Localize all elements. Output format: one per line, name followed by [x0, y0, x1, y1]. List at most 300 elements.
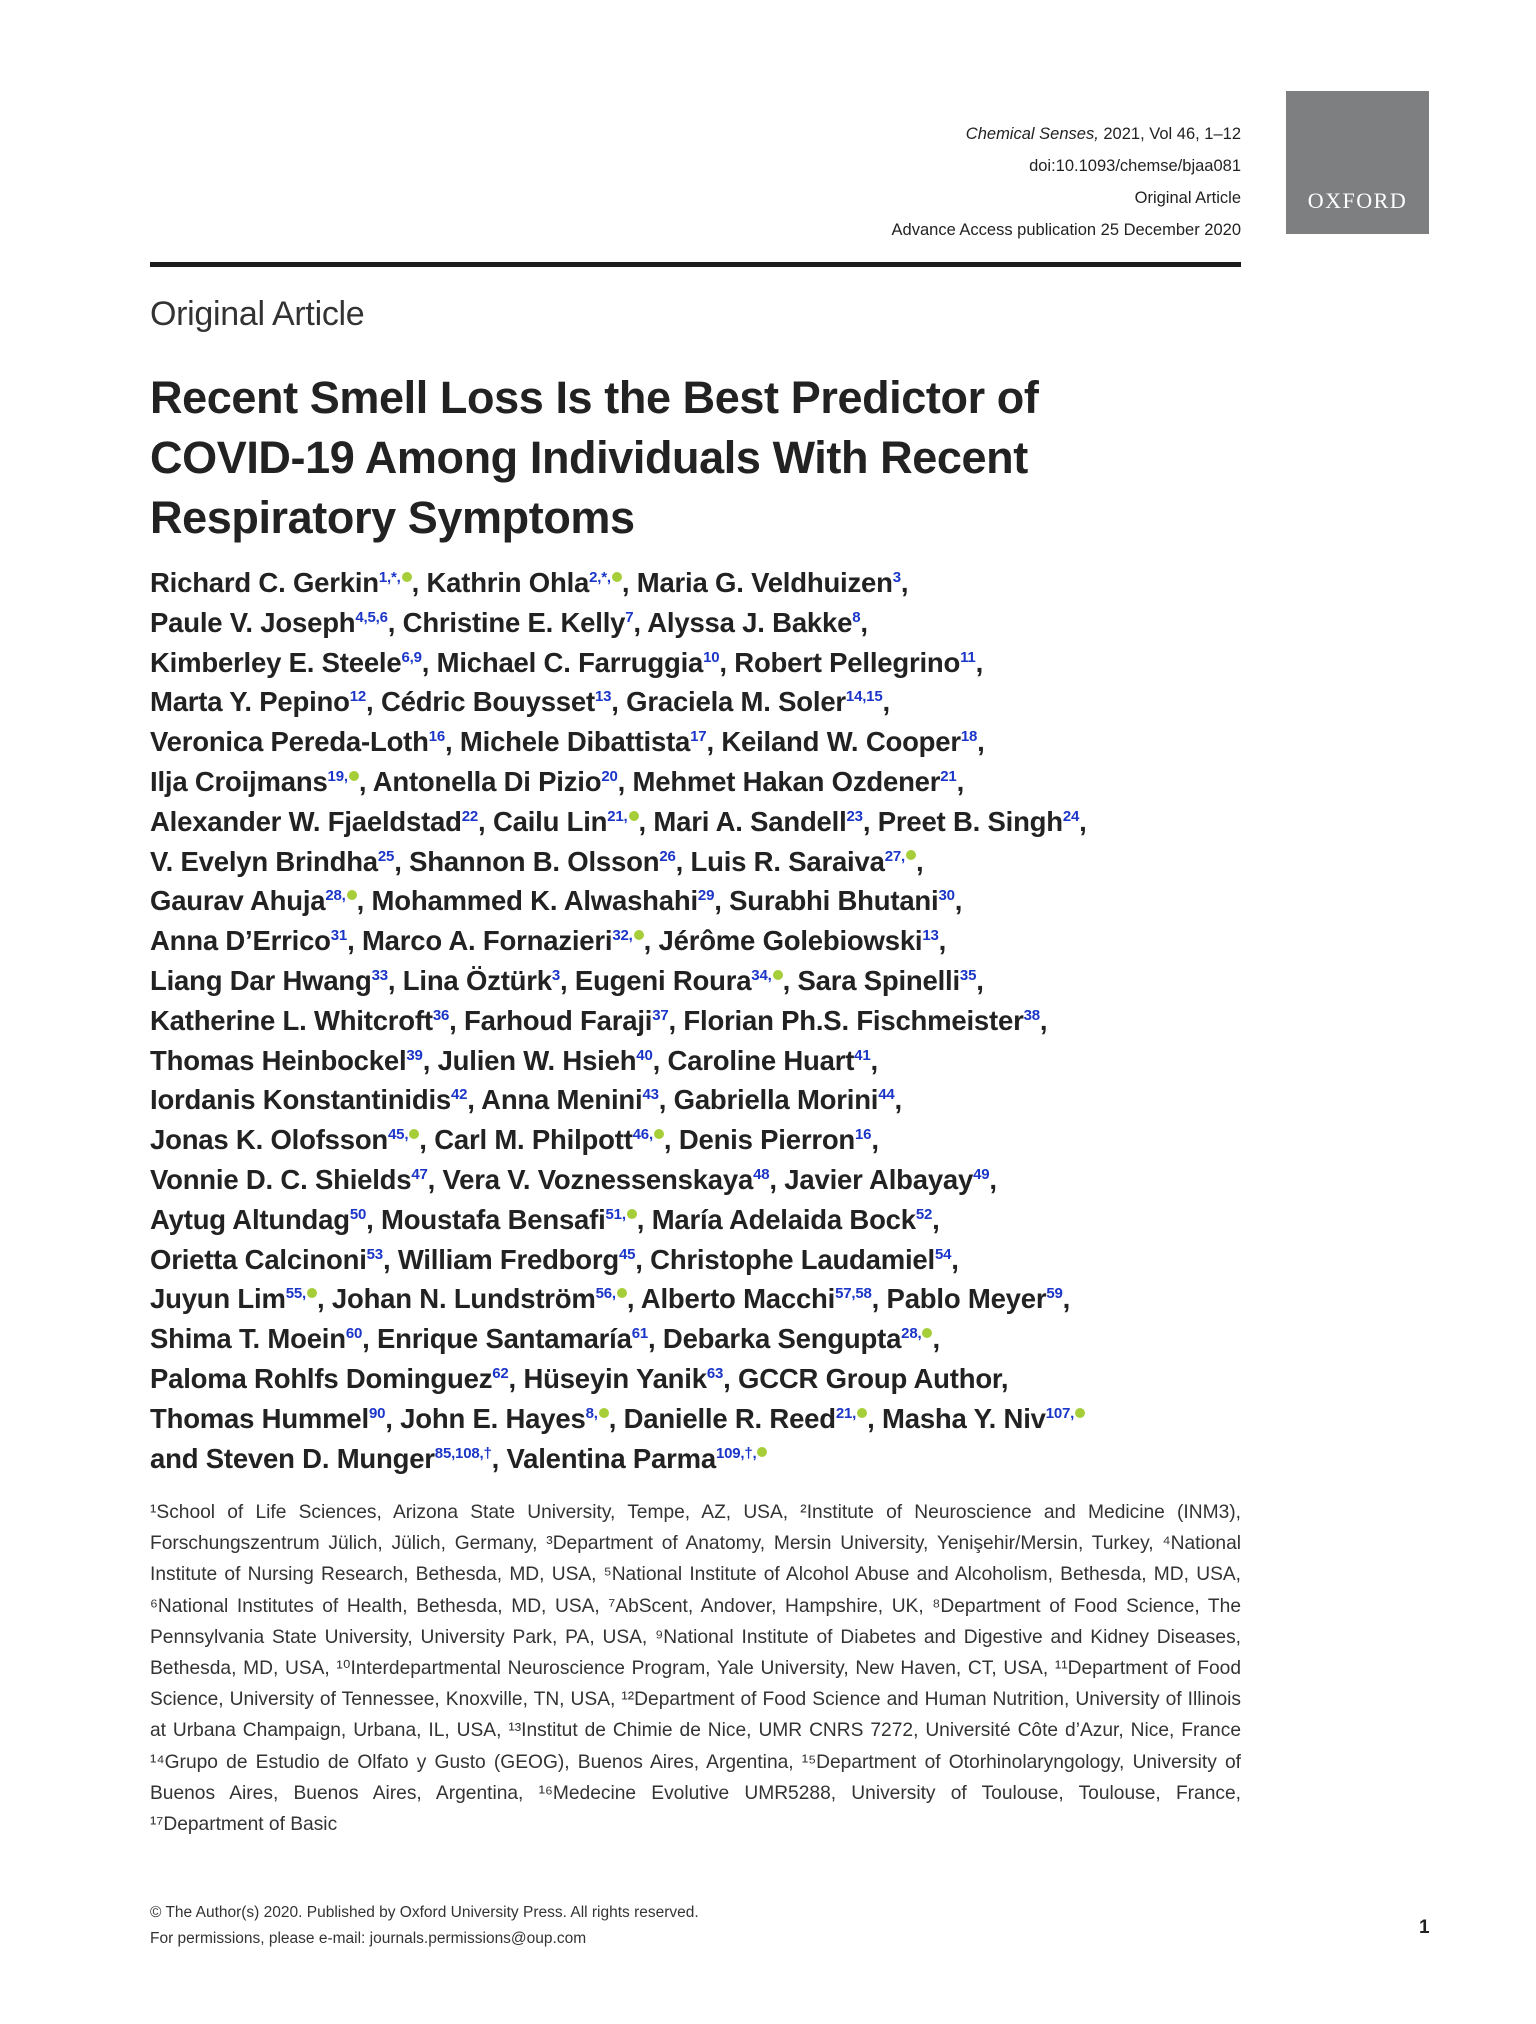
author-separator: ,	[782, 964, 798, 996]
author-name: Pablo Meyer	[886, 1283, 1047, 1315]
author-separator: ,	[870, 1044, 878, 1076]
affiliation-ref[interactable]: 50	[349, 1205, 367, 1223]
author-name: Kimberley E. Steele	[150, 646, 402, 678]
journal-header	[892, 118, 1241, 246]
author-name: Johan N. Lundström	[331, 1283, 596, 1315]
affiliations: ¹School of Life Sciences, Arizona State University, Tempe, AZ, USA, ²Institute of Neuroscience and Medicine (INM3), Forschungszentrum Jülich, Jülich, Germany, ³Department of Anatomy, Mersin University, Yenişehir/Mersin, Turkey, ⁴National Institute of Nursing Research, Bethesda, MD, USA, ⁵National Institute of Alcohol Abuse and Alcoholism, Bethesda, MD, USA, ⁶National Institutes of Health, Bethesda, MD, USA, ⁷AbScent, Andover, Hampshire, UK, ⁸Department of Food Science, The Pennsylvania State University, University Park, PA, USA, ⁹National Institute of Diabetes and Digestive and Kidney Diseases, Bethesda, MD, USA, ¹⁰Interdepartmental Neuroscience Program, Yale University, New Haven, CT, USA, ¹¹Department of Food Science, University of Tennessee, Knoxville, TN, USA, ¹²Department of Food Science and Human Nutrition, University of Illinois at Urbana Champaign, Urbana, IL, USA, ¹³Institut de Chimie de Nice, UMR CNRS 7272, Université Côte d’Azur, Nice, France ¹⁴Grupo de Estudio de Olfato y Gusto (GEOG), Buenos Aires, Argentina, ¹⁵Department of Otorhinolaryngology, University of Buenos Aires, Buenos Aires, Argentina, ¹⁶Medecine Evolutive UMR5288, University of Toulouse, Toulouse, France, ¹⁷Department of Basic	[150, 1502, 1241, 1836]
author-separator: ,	[976, 964, 984, 996]
affiliation-ref[interactable]: 60	[345, 1324, 363, 1342]
affiliation-ref[interactable]: 21	[940, 767, 957, 785]
affiliation-ref[interactable]: 28,	[325, 887, 346, 905]
author-separator: ,	[356, 885, 372, 917]
orcid-icon[interactable]	[773, 970, 783, 980]
author	[734, 647, 975, 678]
author-separator: ,	[617, 765, 633, 797]
author	[150, 806, 478, 837]
author-separator: ,	[723, 1362, 738, 1394]
orcid-icon[interactable]	[617, 1288, 627, 1298]
author-separator: ,	[633, 606, 648, 638]
author-name: Juyun Lim	[150, 1283, 286, 1315]
author-name: Robert Pellegrino	[734, 646, 961, 678]
affiliation-ref[interactable]: 51,	[605, 1205, 626, 1223]
author	[683, 1005, 1039, 1036]
author-name: Vonnie D. C. Shields	[150, 1163, 412, 1195]
author-name: Masha Y. Niv	[882, 1402, 1046, 1434]
author-separator: ,	[714, 885, 730, 917]
author-name: Christine E. Kelly	[402, 606, 626, 638]
article-type: Original Article	[1134, 189, 1241, 207]
affiliation-ref[interactable]: 23	[846, 807, 863, 825]
affiliation-ref[interactable]: 10	[703, 648, 720, 666]
author	[637, 567, 901, 598]
affiliation-ref[interactable]: 32,	[612, 927, 633, 945]
author-name: Keiland W. Cooper	[721, 726, 961, 758]
author-name: Paloma Rohlfs Dominguez	[150, 1362, 493, 1394]
affiliation-ref[interactable]: 38	[1023, 1006, 1040, 1024]
author-separator: ,	[366, 686, 381, 718]
affiliation-ref[interactable]: 11	[960, 648, 976, 666]
author	[150, 567, 412, 598]
author-name: Mari A. Sandell	[653, 805, 847, 837]
author-separator: ,	[871, 1283, 887, 1315]
orcid-icon[interactable]	[307, 1288, 317, 1298]
author	[150, 647, 422, 678]
author-name: Javier Albayay	[784, 1163, 974, 1195]
orcid-icon[interactable]	[402, 572, 412, 582]
author	[797, 965, 976, 996]
author	[150, 1084, 467, 1115]
affiliation-ref[interactable]: 16	[855, 1126, 872, 1143]
orcid-icon[interactable]	[599, 1408, 609, 1418]
author	[332, 1283, 627, 1314]
author	[437, 647, 720, 678]
orcid-icon[interactable]	[906, 850, 916, 860]
author-name: Cédric Bouysset	[380, 686, 595, 718]
author-separator: ,	[706, 726, 722, 758]
page-number: 1	[1419, 1917, 1430, 1938]
author	[493, 806, 639, 837]
orcid-icon[interactable]	[627, 1209, 637, 1219]
author	[653, 806, 862, 837]
affiliation-ref[interactable]: 85,108,†	[434, 1444, 492, 1462]
affiliation-ref[interactable]: 43	[642, 1086, 659, 1104]
section-label: Original Article	[150, 295, 365, 333]
author	[150, 1045, 423, 1076]
affiliation-ref[interactable]: 53	[366, 1245, 383, 1263]
affiliation-ref[interactable]: 22	[461, 807, 479, 825]
author	[150, 885, 357, 916]
access-date: Advance Access publication 25 December 2020	[891, 221, 1241, 239]
author-separator: ,	[636, 1203, 652, 1235]
affiliation-ref[interactable]: 63	[706, 1364, 724, 1382]
affiliation-ref[interactable]: 24	[1062, 807, 1080, 825]
orcid-icon[interactable]	[409, 1129, 419, 1139]
author	[150, 846, 394, 877]
author-name: Katherine L. Whitcroft	[150, 1004, 433, 1036]
author-name: Surabhi Bhutani	[729, 885, 939, 917]
author-name: Thomas Heinbockel	[150, 1044, 407, 1076]
author	[150, 1164, 428, 1195]
author-separator: ,	[648, 1323, 663, 1355]
author	[409, 846, 676, 877]
journal-name: Chemical Senses,	[965, 125, 1099, 143]
author-separator: ,	[1062, 1283, 1071, 1315]
author-separator: ,	[977, 726, 985, 758]
author-name: María Adelaida Bock	[651, 1203, 916, 1235]
author-name: Marta Y. Pepino	[150, 686, 350, 718]
affiliation-ref[interactable]: 16	[428, 728, 446, 746]
author-name: William Fredborg	[397, 1243, 619, 1275]
author-separator: ,	[394, 845, 410, 877]
author-name: Paule V. Joseph	[150, 606, 356, 638]
affiliation-ref[interactable]: 52	[915, 1205, 933, 1223]
author-separator: ,	[867, 1402, 883, 1434]
affiliation-ref[interactable]: 59	[1046, 1285, 1063, 1303]
header-rule	[150, 262, 1241, 267]
author	[523, 1363, 723, 1394]
author-name: Mohammed K. Alwashahi	[371, 885, 698, 917]
affiliation-ref[interactable]: 27,	[884, 847, 905, 865]
oxford-logo-text: OXFORD	[1307, 188, 1408, 213]
title-line: Respiratory Symptoms	[150, 492, 635, 543]
author-name: John E. Hayes	[400, 1402, 586, 1434]
orcid-icon[interactable]	[347, 890, 357, 900]
author	[427, 567, 622, 598]
orcid-icon[interactable]	[922, 1328, 932, 1338]
author-name: Luis R. Saraiva	[690, 845, 885, 877]
author-name: Carl M. Philpott	[434, 1124, 633, 1156]
author	[150, 1244, 383, 1275]
author-name: Preet B. Singh	[877, 805, 1063, 837]
author	[373, 766, 618, 797]
author-separator: ,	[675, 845, 691, 877]
affiliation-ref[interactable]: 107,	[1045, 1404, 1075, 1422]
author	[150, 686, 366, 717]
author-separator: ,	[915, 845, 924, 877]
affiliation-ref[interactable]: 14,15	[845, 688, 883, 706]
author	[887, 1283, 1063, 1314]
author-name: Thomas Hummel	[150, 1402, 369, 1434]
author	[729, 885, 955, 916]
author	[381, 1204, 637, 1235]
author-separator: ,	[769, 1163, 785, 1195]
author	[400, 1403, 609, 1434]
affiliation-ref[interactable]: 44	[878, 1086, 895, 1104]
author-separator: ,	[626, 1283, 641, 1315]
author-separator: ,	[932, 1203, 940, 1235]
affiliation-ref[interactable]: 17	[690, 728, 707, 746]
affiliation-ref[interactable]: 21,	[607, 807, 628, 825]
author	[381, 686, 611, 717]
copyright-notice: © The Author(s) 2020. Published by Oxford University Press. All rights reserved.	[150, 1904, 699, 1921]
author-separator: ,	[478, 805, 493, 837]
author	[624, 1403, 868, 1434]
affiliation-ref[interactable]: 109,†,	[715, 1444, 757, 1462]
author-separator: ,	[860, 606, 868, 638]
affiliation-ref[interactable]: 46,	[632, 1126, 653, 1143]
author	[633, 766, 957, 797]
affiliation-ref[interactable]: 25	[377, 847, 395, 865]
author-name: Ilja Croijmans	[150, 765, 328, 797]
doi[interactable]: doi:10.1093/chemse/bjaa081	[1029, 157, 1241, 175]
author-name: Alyssa J. Bakke	[647, 606, 853, 638]
author-separator: ,	[668, 1004, 684, 1036]
title-line: Recent Smell Loss Is the Best Predictor of	[150, 372, 1039, 423]
author	[403, 965, 560, 996]
affiliation-ref[interactable]: 48	[753, 1165, 770, 1183]
author	[721, 726, 977, 757]
author-name: Shannon B. Olsson	[409, 845, 660, 877]
author-separator: ,	[421, 646, 437, 678]
affiliation-ref[interactable]: 13	[922, 927, 939, 945]
author	[150, 607, 388, 638]
author-separator: ,	[871, 1124, 879, 1156]
affiliation-ref[interactable]: 36	[432, 1006, 450, 1024]
author-name: Anna D’Errico	[150, 925, 331, 957]
orcid-icon[interactable]	[654, 1129, 664, 1139]
author	[575, 965, 783, 996]
affiliation-ref[interactable]: 12	[349, 688, 367, 706]
affiliation-ref[interactable]: 62	[492, 1364, 509, 1382]
author-separator: ,	[635, 1243, 651, 1275]
orcid-icon[interactable]	[612, 572, 622, 582]
author-separator: ,	[362, 1323, 378, 1355]
affiliation-ref[interactable]: 8	[852, 608, 861, 626]
affiliation-ref[interactable]: 54	[934, 1245, 952, 1263]
author	[150, 1283, 317, 1314]
author-separator: ,	[427, 1163, 443, 1195]
affiliation-ref[interactable]: 6,9	[401, 648, 422, 666]
affiliation-ref[interactable]: 13	[594, 688, 612, 706]
author-separator: ,	[638, 805, 654, 837]
affiliation-ref[interactable]: 42	[450, 1086, 468, 1104]
orcid-icon[interactable]	[629, 811, 639, 821]
author-separator: ,	[1000, 1362, 1009, 1394]
author-separator: ,	[366, 1203, 382, 1235]
author-name: Sara Spinelli	[797, 964, 960, 996]
affiliation-ref[interactable]: 26	[659, 847, 676, 865]
author-name: V. Evelyn Brindha	[150, 845, 378, 877]
author-separator: ,	[347, 925, 362, 957]
orcid-icon[interactable]	[1075, 1408, 1085, 1418]
affiliation-ref[interactable]: 56,	[595, 1285, 616, 1303]
author-name: Cailu Lin	[492, 805, 608, 837]
author-separator: ,	[938, 925, 947, 957]
affiliation-ref[interactable]: 20	[601, 767, 618, 785]
author	[150, 1124, 419, 1155]
author-separator: ,	[643, 925, 659, 957]
author-name: Mehmet Hakan Ozdener	[632, 765, 941, 797]
author-separator: ,	[862, 805, 878, 837]
author-name: Gaurav Ahuja	[150, 885, 326, 917]
affiliation-ref[interactable]: 31	[330, 927, 348, 945]
permissions-notice: For permissions, please e-mail: journals.permissions@oup.com	[150, 1930, 587, 1947]
author-name: Michael C. Farruggia	[436, 646, 704, 678]
affiliation-ref[interactable]: 57,58	[835, 1285, 872, 1303]
affiliation-ref[interactable]: 47	[411, 1165, 428, 1183]
author-name: Lina Öztürk	[402, 964, 552, 996]
author-name: Marco A. Fornazieri	[361, 925, 613, 957]
author	[150, 965, 388, 996]
author-separator: ,	[932, 1323, 940, 1355]
author-name: Alberto Macchi	[640, 1283, 836, 1315]
author-separator: ,	[422, 1044, 438, 1076]
affiliation-ref[interactable]: 34,	[751, 966, 772, 984]
author-separator: ,	[719, 646, 735, 678]
author	[647, 607, 860, 638]
affiliation-ref[interactable]: 55,	[285, 1285, 306, 1303]
author-name: Graciela M. Soler	[626, 686, 846, 718]
author-name: Shima T. Moein	[150, 1323, 346, 1355]
author	[460, 726, 707, 757]
oxford-logo	[1286, 91, 1429, 234]
orcid-icon[interactable]	[634, 930, 644, 940]
orcid-icon[interactable]	[349, 771, 359, 781]
author-name: Richard C. Gerkin	[150, 567, 379, 598]
author-separator: ,	[387, 964, 403, 996]
author	[650, 1244, 951, 1275]
orcid-icon[interactable]	[857, 1408, 867, 1418]
author-name: Valentina Parma	[506, 1442, 716, 1474]
affiliation-ref[interactable]: 28,	[901, 1324, 922, 1342]
article-title	[150, 368, 1150, 548]
author-name: Christophe Laudamiel	[650, 1243, 935, 1275]
affiliation-ref[interactable]: 37	[652, 1006, 669, 1024]
author-list	[150, 563, 1270, 1478]
author-separator: ,	[467, 1084, 482, 1116]
author-name: Michele Dibattista	[459, 726, 691, 758]
author-separator: ,	[652, 1044, 668, 1076]
affiliation-ref[interactable]: 29	[697, 887, 715, 905]
affiliation-ref[interactable]: 7	[625, 608, 634, 626]
author-name: Debarka Sengupta	[662, 1323, 902, 1355]
footer	[150, 1900, 699, 1952]
author-separator: ,	[611, 686, 627, 718]
author	[150, 1403, 385, 1434]
author	[659, 925, 939, 956]
affiliation-ref[interactable]: 41	[854, 1046, 871, 1064]
author-separator: ,	[316, 1283, 332, 1315]
author-separator: ,	[663, 1124, 679, 1156]
author	[438, 1045, 653, 1076]
author-separator: ,	[491, 1442, 507, 1474]
author	[626, 686, 882, 717]
author	[674, 1084, 895, 1115]
affiliation-ref[interactable]: 2,*,	[589, 568, 611, 586]
affiliation-ref[interactable]: 61	[631, 1324, 649, 1342]
author-conjunction: and	[150, 1442, 206, 1474]
author	[150, 1323, 362, 1354]
affiliation-ref[interactable]: 45	[618, 1245, 636, 1263]
author-separator: ,	[387, 606, 403, 638]
affiliation-ref[interactable]: 33	[371, 966, 388, 984]
affiliation-ref[interactable]: 3	[551, 966, 561, 984]
author-name: Caroline Huart	[667, 1044, 855, 1076]
author	[150, 1443, 492, 1474]
author	[362, 925, 644, 956]
affiliation-ref[interactable]: 49	[973, 1165, 990, 1183]
author-name: Florian Ph.S. Fischmeister	[683, 1004, 1024, 1036]
author-name: Kathrin Ohla	[426, 567, 590, 598]
author-separator: ,	[449, 1004, 465, 1036]
author-name: Vera V. Voznessenskaya	[442, 1163, 754, 1195]
author	[443, 1164, 770, 1195]
author-name: Liang Dar Hwang	[150, 964, 372, 996]
affiliation-ref[interactable]: 1,*,	[378, 568, 401, 586]
affiliation-ref[interactable]: 30	[938, 887, 955, 905]
author	[738, 1363, 1001, 1394]
author-separator: ,	[358, 765, 373, 797]
author-separator: ,	[608, 1402, 624, 1434]
author-name: Farhoud Faraji	[464, 1004, 653, 1036]
author-name: Aytug Altundag	[150, 1203, 350, 1235]
author	[679, 1124, 872, 1155]
author-separator: ,	[658, 1084, 674, 1116]
author-separator: ,	[989, 1163, 997, 1195]
author	[150, 1005, 449, 1036]
author	[434, 1124, 664, 1155]
author-separator: ,	[1079, 805, 1087, 837]
affiliation-ref[interactable]: 90	[368, 1404, 386, 1422]
title-line: COVID-19 Among Individuals With Recent	[150, 432, 1028, 483]
author-name: Denis Pierron	[678, 1124, 856, 1156]
author-separator: ,	[1039, 1004, 1048, 1036]
affiliation-ref[interactable]: 8,	[585, 1404, 598, 1422]
affiliation-ref[interactable]: 39	[406, 1046, 423, 1064]
author	[398, 1244, 635, 1275]
author-separator: ,	[382, 1243, 398, 1275]
author-name: Danielle R. Reed	[623, 1402, 836, 1434]
author-separator: ,	[882, 686, 890, 718]
author-separator: ,	[560, 964, 575, 996]
author-name: Antonella Di Pizio	[372, 765, 602, 797]
author	[377, 1323, 648, 1354]
author	[464, 1005, 669, 1036]
author-name: GCCR Group Author	[738, 1362, 1001, 1394]
author	[150, 726, 445, 757]
author-name: Moustafa Bensafi	[381, 1203, 606, 1235]
author-separator: ,	[956, 765, 965, 797]
author-name: Iordanis Konstantinidis	[150, 1084, 451, 1116]
author	[150, 766, 359, 797]
affiliation-ref[interactable]: 45,	[388, 1126, 409, 1143]
author-separator: ,	[411, 567, 427, 598]
affiliation-ref[interactable]: 18	[960, 728, 978, 746]
author-name: Anna Menini	[481, 1084, 643, 1116]
author	[663, 1323, 933, 1354]
author	[481, 1084, 659, 1115]
affiliation-ref[interactable]: 35	[959, 966, 977, 984]
affiliation-ref[interactable]: 4,5,6	[355, 608, 388, 626]
affiliation-ref[interactable]: 21,	[835, 1404, 857, 1422]
affiliation-ref[interactable]: 19,	[327, 767, 348, 785]
affiliation-ref[interactable]: 3	[892, 568, 901, 586]
author	[667, 1045, 870, 1076]
author-separator: ,	[508, 1362, 524, 1394]
orcid-icon[interactable]	[757, 1447, 767, 1457]
author-name: Jonas K. Olofsson	[150, 1124, 389, 1156]
author-name: Eugeni Roura	[574, 964, 752, 996]
author	[150, 925, 347, 956]
author-separator: ,	[894, 1084, 902, 1116]
author-separator: ,	[951, 1243, 959, 1275]
affiliation-ref[interactable]: 40	[636, 1046, 653, 1064]
author-separator: ,	[419, 1124, 435, 1156]
journal-citation	[892, 118, 1241, 150]
author-separator: ,	[954, 885, 963, 917]
author-name: Veronica Pereda-Loth	[150, 726, 429, 758]
author-name: Alexander W. Fjaeldstad	[150, 805, 462, 837]
